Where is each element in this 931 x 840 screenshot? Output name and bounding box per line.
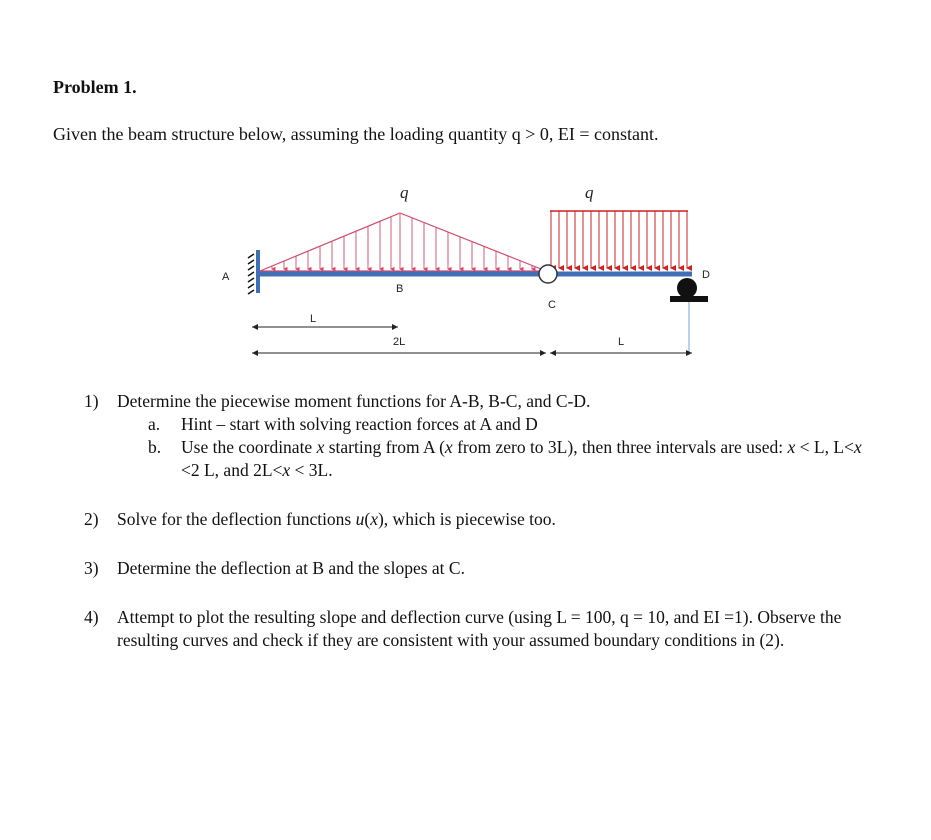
question-1a: a. Hint – start with solving reaction forces at A and D xyxy=(148,414,538,434)
label-c: C xyxy=(548,299,556,311)
label-a: A xyxy=(222,271,230,283)
label-b: B xyxy=(396,283,404,295)
svg-text:L: L xyxy=(618,336,625,348)
triangular-load xyxy=(260,213,546,271)
dimension-2l xyxy=(252,336,546,353)
dimension-l-right xyxy=(550,336,692,353)
question-list xyxy=(84,390,874,652)
beam-diagram xyxy=(210,170,710,370)
support-d xyxy=(670,278,708,355)
question-2: 2) Solve for the deflection functions u(x), which is piecewise too. xyxy=(84,509,556,529)
label-d: D xyxy=(702,269,710,281)
fixed-support-a xyxy=(248,250,258,294)
question-4: 4) Attempt to plot the resulting slope and deflection curve (using L = 100, q = 10, and EI =1). Observe the resulting curves and check if they are consistent with your assumed boundary conditions in (2). xyxy=(84,607,842,650)
dimension-l-top xyxy=(252,313,398,327)
load-label-right: q xyxy=(585,183,594,202)
load-label-left: q xyxy=(400,183,409,202)
question-1: 1) Determine the piecewise moment functions for A-B, B-C, and C-D. xyxy=(84,391,591,411)
svg-text:L: L xyxy=(310,313,317,325)
problem-heading: Problem 1. xyxy=(53,77,137,97)
question-3: 3) Determine the deflection at B and the slopes at C. xyxy=(84,558,465,578)
hinge-c xyxy=(539,265,557,283)
problem-intro: Given the beam structure below, assuming the loading quantity q > 0, EI = constant. xyxy=(53,124,659,144)
uniform-load xyxy=(550,211,688,268)
question-1b: b. Use the coordinate x starting from A (x from zero to 3L), then three intervals are used: x < L, L<x <2 L, and 2L<x < 3L. xyxy=(148,437,862,480)
svg-text:2L: 2L xyxy=(393,336,406,348)
